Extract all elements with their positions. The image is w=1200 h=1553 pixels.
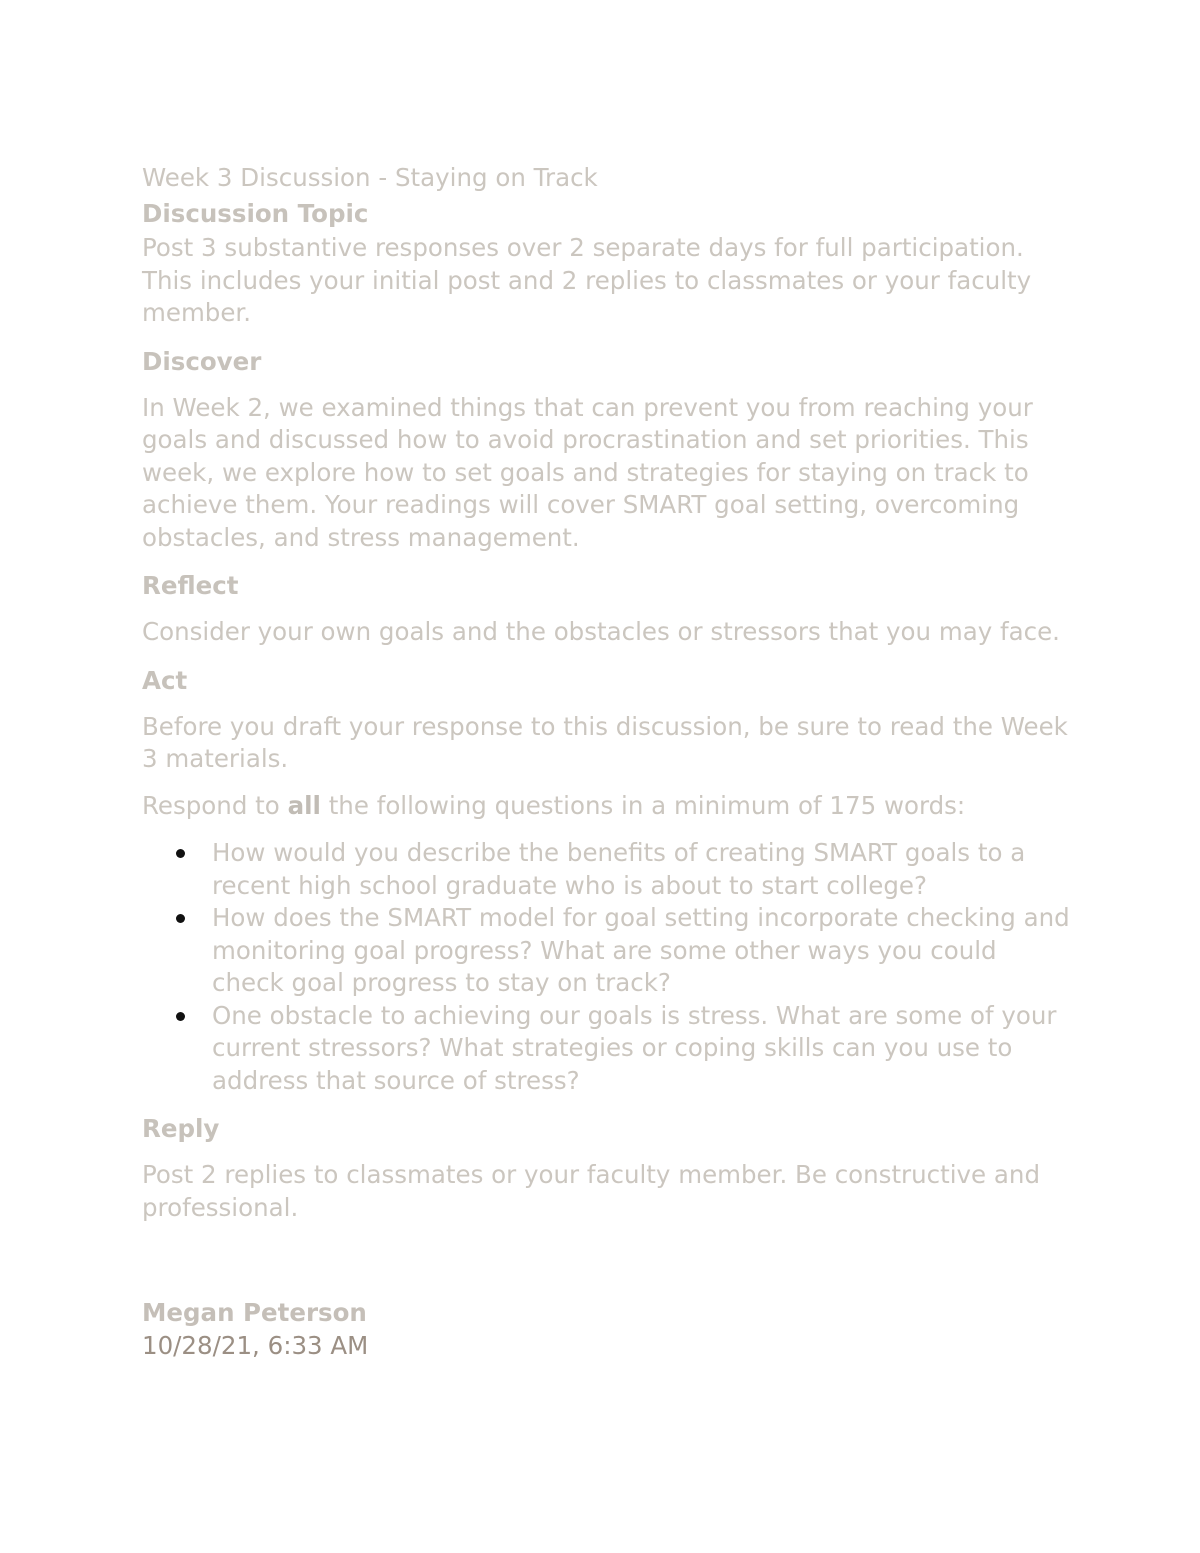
question-item [142, 902, 1072, 1000]
discover-text: In Week 2, we examined things that can prevent you from reaching your goals and discussed how to avoid procrastination and set priorities. This week, we explore how to set goals and strategies for staying on track to achieve them. Your readings will cover SMART goal setting, overcoming obstacles, and stress management. [142, 392, 1033, 552]
question-text: One obstacle to achieving our goals is stress. What are some of your current stressors? What strategies or coping skills can you use to address that source of stress? [212, 1000, 1057, 1095]
reflect-heading: Reflect [142, 571, 239, 600]
discover-heading: Discover [142, 346, 262, 376]
act-heading: Act [142, 665, 188, 695]
question-list [142, 837, 1072, 1097]
document-page [142, 160, 1072, 1362]
question-text: How would you describe the benefits of creating SMART goals to a recent high school graduate who is about to start college? [212, 838, 1026, 900]
post-timestamp: 10/28/21, 6:33 AM [142, 1331, 369, 1360]
reflect-text: Consider your own goals and the obstacles or stressors that you may face. [142, 617, 1060, 646]
respond-instruction [142, 790, 1072, 823]
document-title: Week 3 Discussion - Staying on Track [142, 163, 598, 192]
respond-suffix: the following questions in a minimum of 175 words: [320, 790, 966, 820]
respond-prefix: Respond to [142, 790, 288, 820]
discussion-topic-text: Post 3 substantive responses over 2 separate days for full participation. This includes your initial post and 2 replies to classmates or your faculty member. [142, 233, 1032, 327]
respond-emphasis: all [287, 790, 321, 820]
author-name: Megan Peterson [142, 1298, 367, 1327]
question-item [142, 1000, 1072, 1098]
question-item [142, 837, 1072, 902]
reply-text: Post 2 replies to classmates or your faculty member. Be constructive and professional. [142, 1160, 1040, 1222]
discussion-topic-heading: Discussion Topic [142, 199, 369, 228]
bullet-icon [176, 1012, 185, 1021]
act-text: Before you draft your response to this discussion, be sure to read the Week 3 materials. [142, 711, 1068, 773]
bullet-icon [176, 849, 185, 858]
bullet-icon [176, 914, 185, 923]
question-text: How does the SMART model for goal setting incorporate checking and monitoring goal progress? What are some other ways you could check goal progress to stay on track? [212, 903, 1070, 997]
reply-heading: Reply [142, 1114, 220, 1143]
